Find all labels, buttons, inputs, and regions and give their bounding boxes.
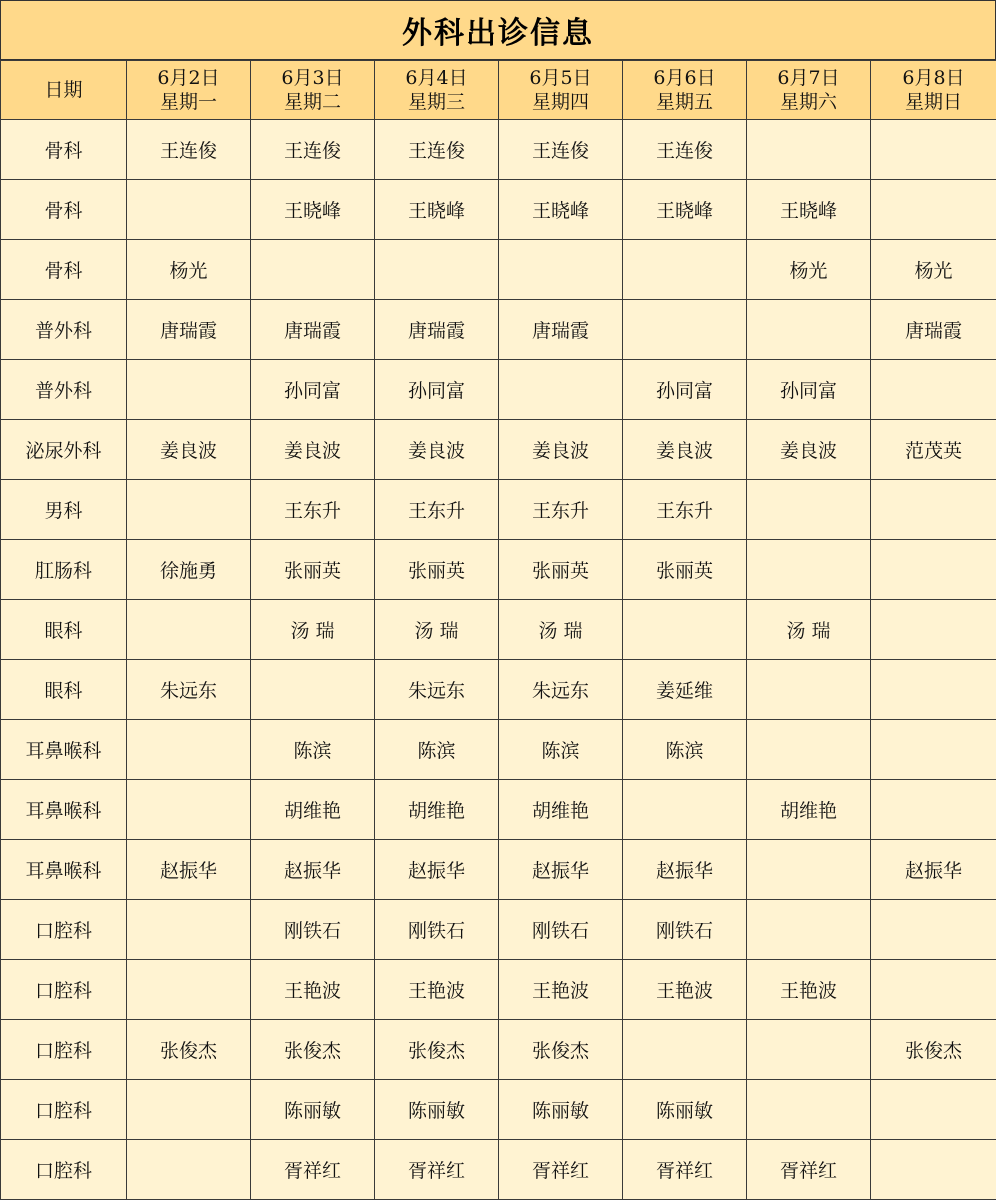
doctor-cell: 姜良波 bbox=[375, 420, 499, 480]
doctor-cell: 王连俊 bbox=[623, 120, 747, 180]
doctor-cell bbox=[747, 840, 871, 900]
doctor-cell bbox=[623, 240, 747, 300]
header-weekday: 星期四 bbox=[531, 91, 589, 113]
doctor-cell: 陈滨 bbox=[251, 720, 375, 780]
doctor-cell: 杨光 bbox=[127, 240, 251, 300]
doctor-cell: 胥祥红 bbox=[747, 1140, 871, 1200]
doctor-cell: 王艳波 bbox=[375, 960, 499, 1020]
doctor-cell: 姜良波 bbox=[747, 420, 871, 480]
table-row bbox=[1, 240, 996, 300]
schedule-table bbox=[0, 60, 996, 1200]
doctor-cell bbox=[871, 720, 996, 780]
doctor-cell: 陈丽敏 bbox=[499, 1080, 623, 1140]
doctor-cell bbox=[623, 600, 747, 660]
doctor-cell: 陈滨 bbox=[499, 720, 623, 780]
doctor-cell bbox=[127, 600, 251, 660]
department-cell: 眼科 bbox=[1, 600, 127, 660]
department-cell: 口腔科 bbox=[1, 1080, 127, 1140]
table-row bbox=[1, 120, 996, 180]
doctor-cell bbox=[871, 360, 996, 420]
doctor-cell: 唐瑞霞 bbox=[375, 300, 499, 360]
doctor-cell bbox=[499, 240, 623, 300]
doctor-cell: 杨光 bbox=[871, 240, 996, 300]
doctor-cell bbox=[871, 180, 996, 240]
doctor-cell: 王艳波 bbox=[251, 960, 375, 1020]
doctor-cell: 王晓峰 bbox=[747, 180, 871, 240]
doctor-cell: 张俊杰 bbox=[499, 1020, 623, 1080]
doctor-cell bbox=[747, 900, 871, 960]
department-cell: 普外科 bbox=[1, 300, 127, 360]
doctor-cell bbox=[127, 720, 251, 780]
department-cell: 骨科 bbox=[1, 120, 127, 180]
doctor-cell bbox=[623, 780, 747, 840]
department-cell: 骨科 bbox=[1, 180, 127, 240]
doctor-cell: 张丽英 bbox=[623, 540, 747, 600]
doctor-cell: 王晓峰 bbox=[623, 180, 747, 240]
doctor-cell: 张丽英 bbox=[251, 540, 375, 600]
doctor-cell: 张丽英 bbox=[375, 540, 499, 600]
doctor-cell bbox=[623, 300, 747, 360]
doctor-cell: 刚铁石 bbox=[623, 900, 747, 960]
doctor-cell bbox=[871, 120, 996, 180]
doctor-cell: 胥祥红 bbox=[623, 1140, 747, 1200]
doctor-cell bbox=[251, 240, 375, 300]
table-row bbox=[1, 1080, 996, 1140]
doctor-cell: 姜良波 bbox=[127, 420, 251, 480]
table-row bbox=[1, 900, 996, 960]
doctor-cell bbox=[127, 1140, 251, 1200]
doctor-cell bbox=[747, 1020, 871, 1080]
doctor-cell: 徐施勇 bbox=[127, 540, 251, 600]
doctor-cell: 刚铁石 bbox=[251, 900, 375, 960]
doctor-cell: 王晓峰 bbox=[499, 180, 623, 240]
doctor-cell: 王晓峰 bbox=[375, 180, 499, 240]
doctor-cell: 汤 瑞 bbox=[375, 600, 499, 660]
doctor-cell bbox=[499, 360, 623, 420]
header-day-5 bbox=[623, 61, 747, 120]
doctor-cell bbox=[747, 1080, 871, 1140]
doctor-cell: 胡维艳 bbox=[375, 780, 499, 840]
doctor-cell: 姜良波 bbox=[499, 420, 623, 480]
doctor-cell: 孙同富 bbox=[747, 360, 871, 420]
doctor-cell: 王连俊 bbox=[375, 120, 499, 180]
doctor-cell bbox=[871, 540, 996, 600]
doctor-cell: 胥祥红 bbox=[499, 1140, 623, 1200]
table-body bbox=[1, 120, 996, 1200]
doctor-cell: 陈滨 bbox=[623, 720, 747, 780]
doctor-cell bbox=[127, 480, 251, 540]
doctor-cell bbox=[871, 1080, 996, 1140]
doctor-cell: 刚铁石 bbox=[499, 900, 623, 960]
table-row bbox=[1, 480, 996, 540]
doctor-cell bbox=[127, 360, 251, 420]
header-weekday: 星期二 bbox=[283, 91, 341, 113]
department-cell: 肛肠科 bbox=[1, 540, 127, 600]
department-cell: 骨科 bbox=[1, 240, 127, 300]
doctor-cell: 朱远东 bbox=[499, 660, 623, 720]
doctor-cell bbox=[127, 780, 251, 840]
department-cell: 男科 bbox=[1, 480, 127, 540]
department-cell: 口腔科 bbox=[1, 960, 127, 1020]
doctor-cell bbox=[127, 960, 251, 1020]
doctor-cell: 姜良波 bbox=[623, 420, 747, 480]
doctor-cell: 赵振华 bbox=[251, 840, 375, 900]
header-day-7 bbox=[871, 61, 996, 120]
table-row bbox=[1, 420, 996, 480]
department-cell: 耳鼻喉科 bbox=[1, 780, 127, 840]
header-day-3 bbox=[375, 61, 499, 120]
doctor-cell bbox=[871, 1140, 996, 1200]
doctor-cell bbox=[747, 300, 871, 360]
doctor-cell bbox=[871, 900, 996, 960]
header-date: 6月3日 bbox=[281, 67, 344, 89]
doctor-cell: 王晓峰 bbox=[251, 180, 375, 240]
department-cell: 耳鼻喉科 bbox=[1, 840, 127, 900]
doctor-cell bbox=[747, 120, 871, 180]
doctor-cell bbox=[871, 600, 996, 660]
doctor-cell: 王东升 bbox=[251, 480, 375, 540]
doctor-cell: 范茂英 bbox=[871, 420, 996, 480]
doctor-cell: 胡维艳 bbox=[747, 780, 871, 840]
doctor-cell: 孙同富 bbox=[251, 360, 375, 420]
table-row bbox=[1, 1140, 996, 1200]
department-cell: 泌尿外科 bbox=[1, 420, 127, 480]
doctor-cell bbox=[871, 960, 996, 1020]
doctor-cell: 刚铁石 bbox=[375, 900, 499, 960]
doctor-cell bbox=[127, 180, 251, 240]
department-cell: 口腔科 bbox=[1, 1140, 127, 1200]
header-date: 6月6日 bbox=[653, 67, 716, 89]
doctor-cell: 孙同富 bbox=[375, 360, 499, 420]
doctor-cell: 陈丽敏 bbox=[623, 1080, 747, 1140]
table-row bbox=[1, 600, 996, 660]
doctor-cell: 赵振华 bbox=[127, 840, 251, 900]
table-row bbox=[1, 360, 996, 420]
doctor-cell: 胡维艳 bbox=[499, 780, 623, 840]
doctor-cell: 王东升 bbox=[375, 480, 499, 540]
header-day-4 bbox=[499, 61, 623, 120]
doctor-cell: 王连俊 bbox=[499, 120, 623, 180]
department-cell: 耳鼻喉科 bbox=[1, 720, 127, 780]
table-row bbox=[1, 540, 996, 600]
doctor-cell: 唐瑞霞 bbox=[251, 300, 375, 360]
doctor-cell: 王连俊 bbox=[251, 120, 375, 180]
doctor-cell: 陈滨 bbox=[375, 720, 499, 780]
doctor-cell: 王连俊 bbox=[127, 120, 251, 180]
doctor-cell: 赵振华 bbox=[499, 840, 623, 900]
doctor-cell bbox=[747, 540, 871, 600]
header-date: 6月2日 bbox=[157, 67, 220, 89]
header-date: 6月4日 bbox=[405, 67, 468, 89]
table-row bbox=[1, 960, 996, 1020]
header-date: 6月8日 bbox=[902, 67, 965, 89]
header-day-1 bbox=[127, 61, 251, 120]
doctor-cell: 张俊杰 bbox=[127, 1020, 251, 1080]
doctor-cell bbox=[127, 900, 251, 960]
doctor-cell: 王东升 bbox=[623, 480, 747, 540]
doctor-cell: 王艳波 bbox=[747, 960, 871, 1020]
doctor-cell: 张俊杰 bbox=[375, 1020, 499, 1080]
doctor-cell: 朱远东 bbox=[375, 660, 499, 720]
doctor-cell: 王东升 bbox=[499, 480, 623, 540]
doctor-cell bbox=[375, 240, 499, 300]
doctor-cell: 陈丽敏 bbox=[251, 1080, 375, 1140]
table-row bbox=[1, 660, 996, 720]
doctor-cell: 胥祥红 bbox=[251, 1140, 375, 1200]
doctor-cell bbox=[871, 480, 996, 540]
doctor-cell: 朱远东 bbox=[127, 660, 251, 720]
doctor-cell: 赵振华 bbox=[375, 840, 499, 900]
doctor-cell: 胥祥红 bbox=[375, 1140, 499, 1200]
header-weekday: 星期日 bbox=[904, 91, 962, 113]
department-cell: 口腔科 bbox=[1, 900, 127, 960]
doctor-cell bbox=[747, 480, 871, 540]
doctor-cell bbox=[871, 660, 996, 720]
doctor-cell: 唐瑞霞 bbox=[127, 300, 251, 360]
table-row bbox=[1, 780, 996, 840]
table-row bbox=[1, 1020, 996, 1080]
doctor-cell: 胡维艳 bbox=[251, 780, 375, 840]
doctor-cell: 陈丽敏 bbox=[375, 1080, 499, 1140]
header-weekday: 星期六 bbox=[779, 91, 837, 113]
doctor-cell bbox=[623, 1020, 747, 1080]
department-cell: 眼科 bbox=[1, 660, 127, 720]
table-row bbox=[1, 720, 996, 780]
header-weekday: 星期三 bbox=[407, 91, 465, 113]
doctor-cell: 王艳波 bbox=[623, 960, 747, 1020]
doctor-cell: 杨光 bbox=[747, 240, 871, 300]
doctor-cell: 唐瑞霞 bbox=[499, 300, 623, 360]
department-cell: 口腔科 bbox=[1, 1020, 127, 1080]
doctor-cell: 汤 瑞 bbox=[747, 600, 871, 660]
doctor-cell: 孙同富 bbox=[623, 360, 747, 420]
doctor-cell bbox=[747, 720, 871, 780]
header-row bbox=[1, 61, 996, 120]
table-row bbox=[1, 180, 996, 240]
doctor-cell bbox=[871, 780, 996, 840]
doctor-cell: 汤 瑞 bbox=[251, 600, 375, 660]
header-date: 6月7日 bbox=[777, 67, 840, 89]
doctor-cell: 张丽英 bbox=[499, 540, 623, 600]
table-row bbox=[1, 300, 996, 360]
header-weekday: 星期一 bbox=[159, 91, 217, 113]
header-weekday: 星期五 bbox=[655, 91, 713, 113]
doctor-cell: 姜延维 bbox=[623, 660, 747, 720]
doctor-cell: 赵振华 bbox=[623, 840, 747, 900]
doctor-cell: 赵振华 bbox=[871, 840, 996, 900]
doctor-cell bbox=[251, 660, 375, 720]
doctor-cell: 唐瑞霞 bbox=[871, 300, 996, 360]
doctor-cell: 汤 瑞 bbox=[499, 600, 623, 660]
department-cell: 普外科 bbox=[1, 360, 127, 420]
page-title: 外科出诊信息 bbox=[0, 0, 996, 61]
header-date: 6月5日 bbox=[529, 67, 592, 89]
doctor-cell: 张俊杰 bbox=[251, 1020, 375, 1080]
header-day-2 bbox=[251, 61, 375, 120]
header-day-6 bbox=[747, 61, 871, 120]
doctor-cell: 王艳波 bbox=[499, 960, 623, 1020]
doctor-cell: 姜良波 bbox=[251, 420, 375, 480]
header-date-label: 日期 bbox=[1, 61, 127, 120]
doctor-cell bbox=[747, 660, 871, 720]
table-row bbox=[1, 840, 996, 900]
doctor-cell: 张俊杰 bbox=[871, 1020, 996, 1080]
doctor-cell bbox=[127, 1080, 251, 1140]
